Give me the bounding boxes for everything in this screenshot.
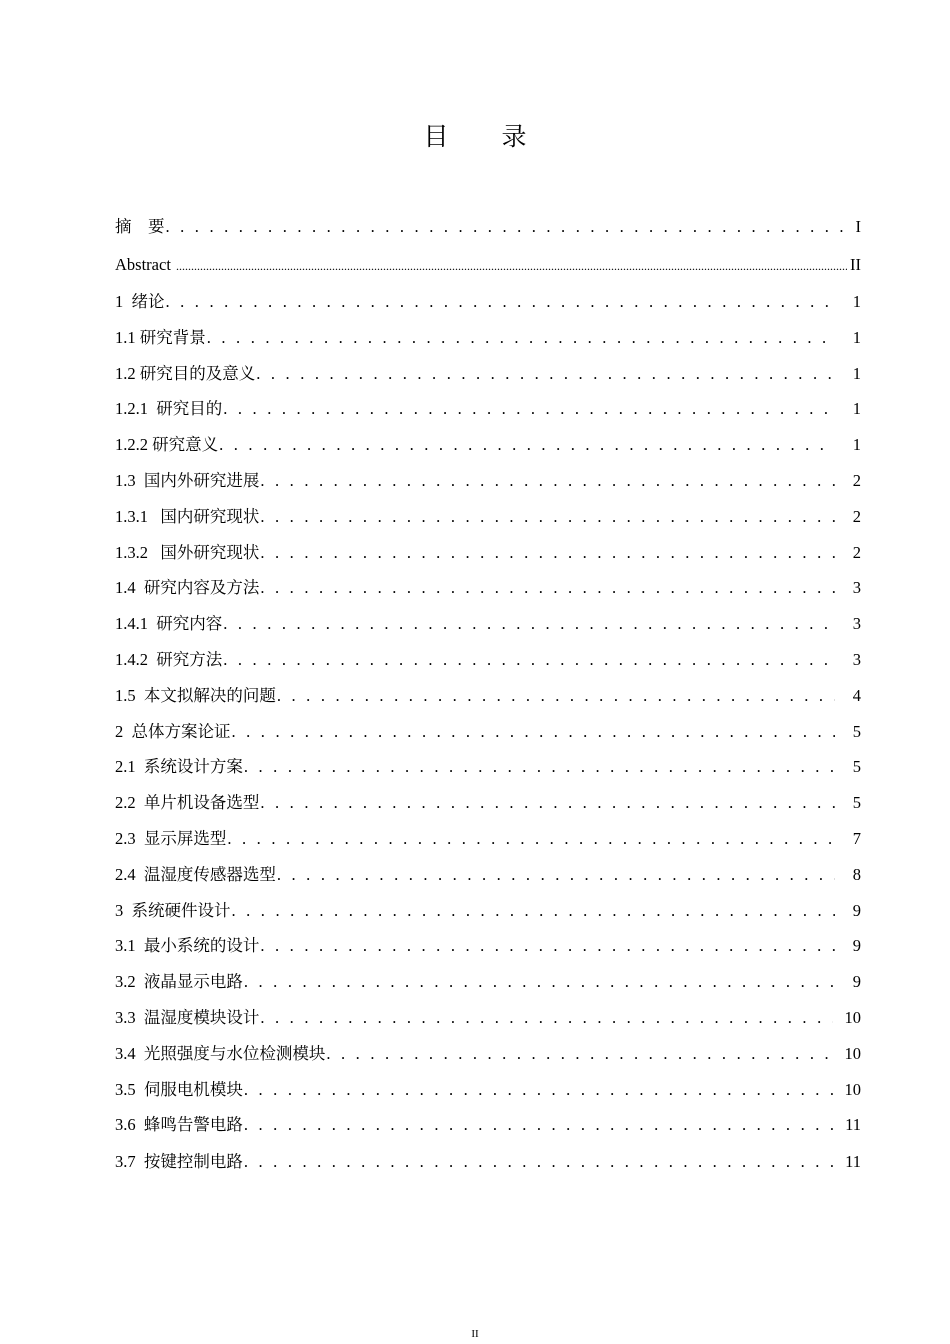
toc-entry-page: 1 bbox=[852, 292, 861, 311]
toc-dot-leader bbox=[176, 247, 847, 285]
toc-entry-section-3-7[interactable] bbox=[115, 1143, 861, 1181]
toc-entry-page: 2 bbox=[852, 506, 861, 526]
toc-entry-page: 2 bbox=[852, 542, 861, 562]
toc-dot-leader bbox=[260, 535, 835, 571]
toc-entry-section-1-1[interactable] bbox=[115, 320, 861, 356]
toc-entry-page: II bbox=[850, 255, 861, 274]
toc-entry-section-3-6[interactable] bbox=[115, 1107, 861, 1143]
toc-entry-label: 2.2 单片机设备选型 bbox=[115, 793, 260, 813]
toc-entry-section-1-3[interactable] bbox=[115, 463, 861, 499]
toc-entry-section-1-5[interactable] bbox=[115, 678, 861, 714]
page-number: II bbox=[471, 1328, 479, 1340]
toc-entry-section-1-4-2[interactable] bbox=[115, 642, 861, 678]
toc-entry-page: 1 bbox=[852, 399, 861, 419]
toc-dot-leader bbox=[277, 678, 835, 714]
toc-entry-section-2-1[interactable] bbox=[115, 749, 861, 785]
toc-entry-page: 5 bbox=[852, 793, 861, 813]
toc-entry-section-3-5[interactable] bbox=[115, 1072, 861, 1108]
toc-entry-label: 1.2.1 研究目的 bbox=[115, 399, 223, 419]
toc-entry-chapter-3[interactable] bbox=[115, 893, 861, 929]
toc-entry-section-3-4[interactable] bbox=[115, 1036, 861, 1072]
toc-entry-label: 1.1 研究背景 bbox=[115, 327, 206, 347]
toc-dot-leader bbox=[260, 928, 835, 964]
toc-entry-section-1-2-2[interactable] bbox=[115, 427, 861, 463]
toc-dot-leader bbox=[207, 320, 835, 356]
toc-entry-page: 9 bbox=[852, 972, 861, 992]
toc-entry-label: 3.2 液晶显示电路 bbox=[115, 972, 243, 992]
toc-entry-page: 5 bbox=[852, 757, 861, 777]
toc-entry-page: 3 bbox=[852, 614, 861, 634]
toc-entry-label: 1.3.2 国外研究现状 bbox=[115, 542, 260, 562]
toc-entry-page: 11 bbox=[845, 1152, 861, 1172]
toc-entry-abstract-cn[interactable] bbox=[115, 208, 861, 246]
toc-dot-leader bbox=[244, 749, 835, 785]
toc-entry-label: 3.3 温湿度模块设计 bbox=[115, 1007, 260, 1027]
toc-entry-page: I bbox=[855, 217, 861, 236]
page-title: 目 录 bbox=[423, 124, 541, 151]
toc-dot-leader bbox=[260, 499, 835, 535]
toc-entry-section-2-2[interactable] bbox=[115, 785, 861, 821]
toc-entry-section-1-4[interactable] bbox=[115, 570, 861, 606]
toc-entry-page: 11 bbox=[845, 1115, 861, 1135]
toc-entry-page: 9 bbox=[852, 900, 861, 920]
toc-dot-leader bbox=[326, 1036, 832, 1072]
toc-entry-section-1-4-1[interactable] bbox=[115, 606, 861, 642]
toc-entry-page: 1 bbox=[852, 435, 861, 455]
toc-entry-page: 10 bbox=[844, 1079, 861, 1099]
toc-entry-label: Abstract bbox=[115, 255, 176, 274]
table-of-contents bbox=[115, 208, 861, 1181]
toc-entry-section-1-2[interactable] bbox=[115, 356, 861, 392]
toc-entry-page: 9 bbox=[852, 936, 861, 956]
toc-entry-label: 1.4.1 研究内容 bbox=[115, 614, 223, 634]
toc-entry-label: 2.3 显示屏选型 bbox=[115, 828, 227, 848]
toc-entry-label: 3.1 最小系统的设计 bbox=[115, 936, 260, 956]
toc-entry-label: 2 总体方案论证 bbox=[115, 721, 231, 741]
toc-dot-leader bbox=[277, 857, 835, 893]
toc-entry-abstract-en[interactable] bbox=[115, 246, 861, 284]
toc-dot-leader bbox=[244, 1107, 833, 1143]
toc-entry-section-1-2-1[interactable] bbox=[115, 391, 861, 427]
toc-entry-section-3-2[interactable] bbox=[115, 964, 861, 1000]
toc-entry-section-2-4[interactable] bbox=[115, 857, 861, 893]
toc-entry-section-3-1[interactable] bbox=[115, 928, 861, 964]
toc-entry-label: 1.4.2 研究方法 bbox=[115, 649, 223, 669]
toc-entry-label: 2.4 温湿度传感器选型 bbox=[115, 864, 276, 884]
toc-dot-leader bbox=[260, 463, 835, 499]
toc-entry-page: 2 bbox=[852, 470, 861, 490]
toc-entry-label: 3.6 蜂鸣告警电路 bbox=[115, 1115, 243, 1135]
toc-entry-page: 8 bbox=[852, 864, 861, 884]
toc-dot-leader bbox=[166, 208, 848, 246]
toc-dot-leader bbox=[232, 893, 836, 929]
toc-entry-section-1-3-2[interactable] bbox=[115, 535, 861, 571]
toc-entry-label: 1.3.1 国内研究现状 bbox=[115, 506, 260, 526]
toc-entry-label: 1.3 国内外研究进展 bbox=[115, 470, 260, 490]
toc-dot-leader bbox=[232, 714, 836, 750]
toc-entry-page: 3 bbox=[852, 578, 861, 598]
toc-entry-page: 10 bbox=[844, 1007, 861, 1027]
toc-entry-label: 3.7 按键控制电路 bbox=[115, 1152, 243, 1172]
toc-entry-page: 1 bbox=[852, 327, 861, 347]
toc-entry-section-2-3[interactable] bbox=[115, 821, 861, 857]
toc-dot-leader bbox=[244, 1072, 833, 1108]
toc-entry-page: 7 bbox=[852, 828, 861, 848]
toc-entry-label: 1 绪论 bbox=[115, 292, 165, 311]
toc-entry-page: 4 bbox=[852, 685, 861, 705]
toc-dot-leader bbox=[244, 964, 835, 1000]
toc-entry-section-3-3[interactable] bbox=[115, 1000, 861, 1036]
toc-dot-leader bbox=[260, 1000, 832, 1036]
toc-entry-label: 1.5 本文拟解决的问题 bbox=[115, 685, 276, 705]
toc-dot-leader bbox=[256, 356, 835, 392]
toc-entry-chapter-1[interactable] bbox=[115, 284, 861, 320]
toc-dot-leader bbox=[223, 606, 835, 642]
toc-entry-page: 3 bbox=[852, 649, 861, 669]
toc-dot-leader bbox=[223, 391, 835, 427]
toc-dot-leader bbox=[260, 785, 835, 821]
toc-entry-label: 1.4 研究内容及方法 bbox=[115, 578, 260, 598]
toc-entry-page: 1 bbox=[852, 363, 861, 383]
toc-entry-section-1-3-1[interactable] bbox=[115, 499, 861, 535]
toc-entry-label: 1.2.2 研究意义 bbox=[115, 435, 219, 455]
toc-entry-label: 摘 要 bbox=[115, 217, 165, 236]
toc-dot-leader bbox=[223, 642, 835, 678]
toc-dot-leader bbox=[260, 570, 835, 606]
toc-entry-label: 3.4 光照强度与水位检测模块 bbox=[115, 1043, 326, 1063]
toc-entry-page: 5 bbox=[852, 721, 861, 741]
toc-entry-label: 1.2 研究目的及意义 bbox=[115, 363, 256, 383]
toc-entry-label: 3 系统硬件设计 bbox=[115, 900, 231, 920]
toc-entry-label: 3.5 伺服电机模块 bbox=[115, 1079, 243, 1099]
toc-entry-page: 10 bbox=[844, 1043, 861, 1063]
toc-dot-leader bbox=[244, 1143, 833, 1181]
toc-dot-leader bbox=[219, 427, 835, 463]
toc-entry-label: 2.1 系统设计方案 bbox=[115, 757, 243, 777]
toc-entry-chapter-2[interactable] bbox=[115, 714, 861, 750]
toc-dot-leader bbox=[227, 821, 835, 857]
toc-dot-leader bbox=[166, 284, 836, 320]
